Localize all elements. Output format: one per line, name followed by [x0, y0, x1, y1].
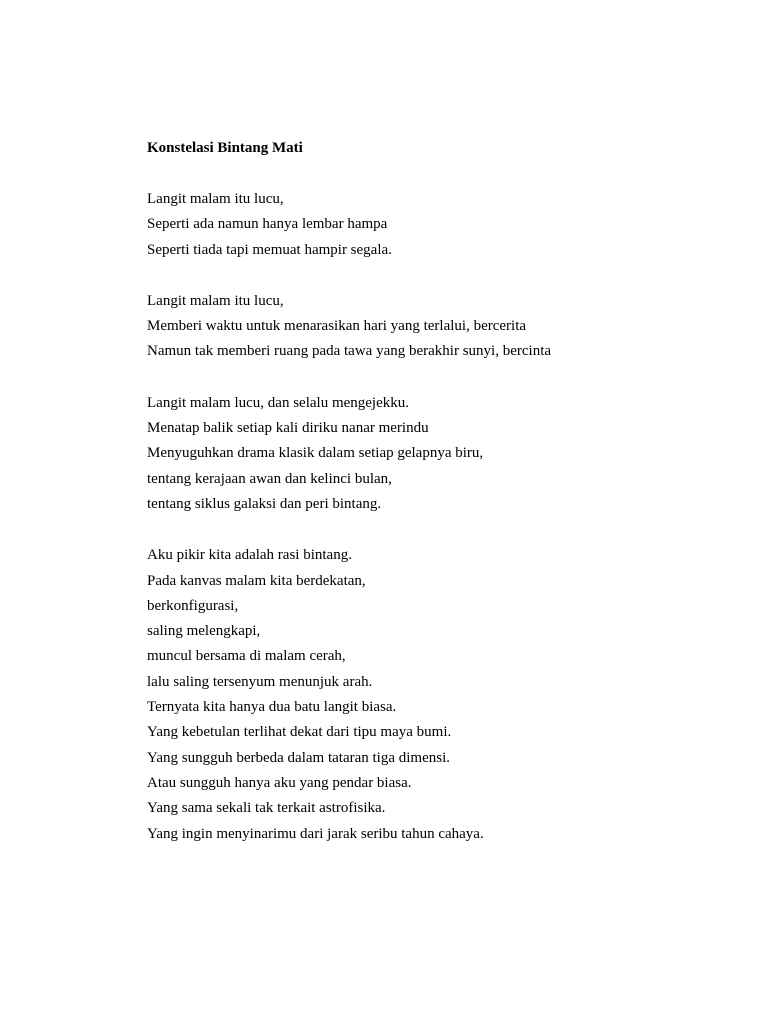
- poem-line: Memberi waktu untuk menarasikan hari yang terlalui, bercerita: [147, 318, 527, 335]
- poem-line: Langit malam lucu, dan selalu mengejekku.: [147, 394, 410, 411]
- poem-line: saling melengkapi,: [147, 623, 261, 640]
- stanza-gap: [147, 365, 727, 391]
- poem-line: Langit malam itu lucu,: [147, 292, 284, 309]
- poem-line: Menatap balik setiap kali diriku nanar merindu: [147, 420, 429, 437]
- poem-line: Namun tak memberi ruang pada tawa yang berakhir sunyi, bercinta: [147, 343, 552, 360]
- stanza-4: [147, 543, 727, 847]
- stanza-gap: [147, 517, 727, 543]
- poem-line: muncul bersama di malam cerah,: [147, 648, 346, 665]
- stanza-gap: [147, 161, 727, 187]
- stanza-1: [147, 187, 727, 263]
- poem-line: Aku pikir kita adalah rasi bintang.: [147, 547, 352, 564]
- poem-line: tentang kerajaan awan dan kelinci bulan,: [147, 470, 392, 487]
- poem: [147, 136, 727, 847]
- poem-line: Yang sama sekali tak terkait astrofisika.: [147, 800, 386, 817]
- poem-line: Seperti ada namun hanya lembar hampa: [147, 216, 388, 233]
- poem-line: berkonfigurasi,: [147, 597, 239, 614]
- poem-line: Yang sungguh berbeda dalam tataran tiga dimensi.: [147, 749, 450, 766]
- stanza-2: [147, 289, 727, 365]
- poem-line: Yang ingin menyinarimu dari jarak seribu tahun cahaya.: [147, 825, 484, 842]
- poem-line: Pada kanvas malam kita berdekatan,: [147, 572, 366, 589]
- poem-title: Konstelasi Bintang Mati: [147, 140, 303, 156]
- poem-line: Langit malam itu lucu,: [147, 191, 284, 207]
- poem-line: Yang kebetulan terlihat dekat dari tipu maya bumi.: [147, 724, 452, 741]
- stanza-gap: [147, 263, 727, 289]
- poem-line: Ternyata kita hanya dua batu langit biasa.: [147, 699, 397, 716]
- poem-line: Seperti tiada tapi memuat hampir segala.: [147, 241, 392, 258]
- poem-line: tentang siklus galaksi dan peri bintang.: [147, 495, 382, 512]
- poem-line: Menyuguhkan drama klasik dalam setiap gelapnya biru,: [147, 445, 484, 462]
- stanza-3: [147, 391, 727, 517]
- poem-line: lalu saling tersenyum menunjuk arah.: [147, 673, 373, 690]
- poem-line: Atau sungguh hanya aku yang pendar biasa.: [147, 774, 412, 791]
